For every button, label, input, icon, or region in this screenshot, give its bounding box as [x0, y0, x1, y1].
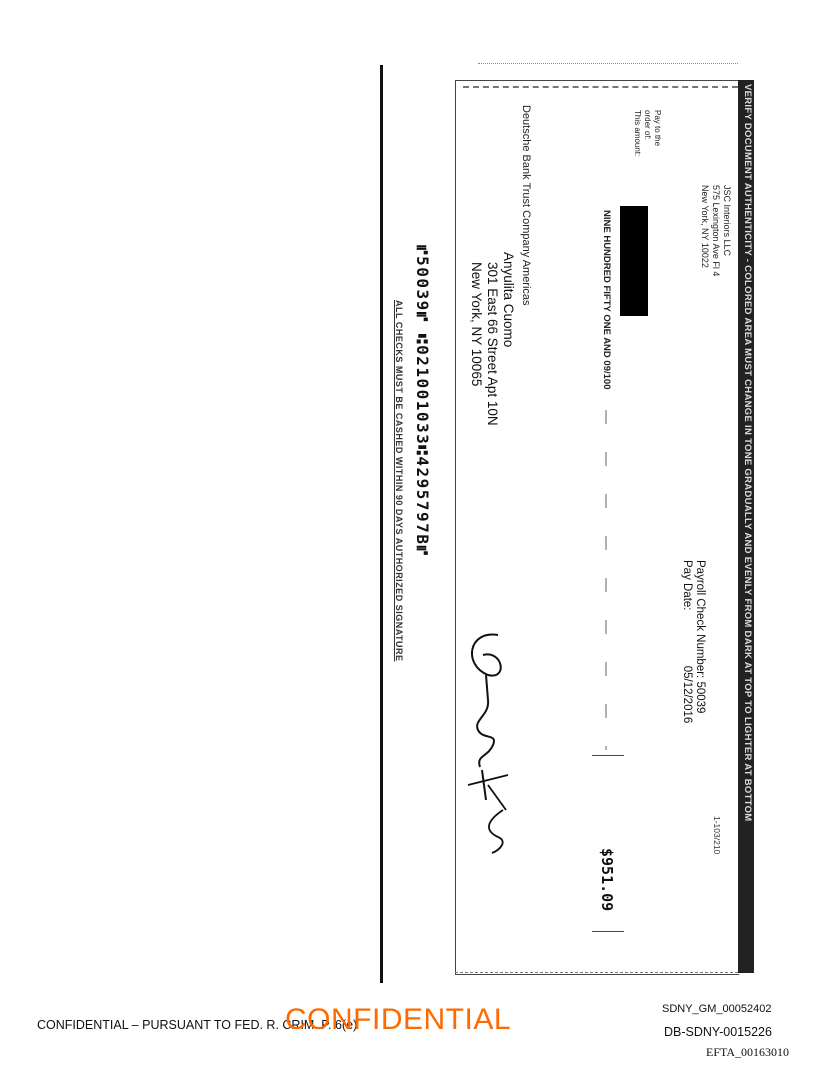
endorsement-line: ALL CHECKS MUST BE CASHED WITHIN 90 DAYS AUTHORIZED SIGNATURE [394, 300, 404, 662]
check-number-label: Payroll Check Number: [694, 560, 706, 679]
company-address-1: 575 Lexington Ave Fl 4 [711, 185, 721, 277]
top-dotted-rule [478, 63, 738, 64]
check-perforation-bottom [455, 972, 738, 973]
signature [458, 625, 518, 855]
this-amount-label: This amount: [633, 110, 642, 157]
check-amount: $951.09 [598, 848, 616, 912]
check-number: 50039 [694, 681, 706, 714]
pay-to-label-1: Pay to the [653, 110, 662, 147]
confidential-notice: CONFIDENTIAL – PURSUANT TO FED. R. CRIM. P. 6(e) [37, 1018, 358, 1032]
check-number-row [693, 560, 706, 723]
amount-words-dashes [596, 410, 616, 750]
bates-efta: EFTA_00163010 [706, 1045, 790, 1059]
redaction-box [620, 206, 648, 316]
check-perforation-top [463, 86, 738, 88]
pay-date-label: Pay Date: [681, 560, 693, 611]
micr-line: ⑈50039⑈ ⑆021001033⑆4295797B⑈ [413, 245, 432, 557]
company-name: JSC Interiors LLC [722, 185, 732, 257]
security-band-text: VERIFY DOCUMENT AUTHENTICITY - COLORED AREA MUST CHANGE IN TONE GRADUALLY AND EVENLY FROM DARK AT TOP TO LIGHTER AT BOTTOM [742, 84, 753, 822]
pay-date: 05/12/2016 [681, 665, 693, 724]
payee-address-2: New York, NY 10065 [469, 262, 484, 387]
amount-in-words: NINE HUNDRED FIFTY ONE AND 09/100 [601, 210, 612, 390]
payee-address-1: 301 East 66 Street Apt 10N [485, 262, 500, 426]
payee-name: Anyulita Cuomo [501, 252, 516, 348]
pay-date-row [680, 560, 693, 723]
bates-db-sdny: DB-SDNY-0015226 [664, 1025, 772, 1039]
company-block [699, 185, 732, 276]
routing-fraction: 1-103/210 [712, 816, 722, 855]
bates-sdny-gm: SDNY_GM_00052402 [662, 1003, 772, 1015]
left-border-rule [380, 65, 383, 983]
pay-to-labels [632, 110, 662, 156]
payee-address [468, 252, 516, 426]
bank-name: Deutsche Bank Trust Company Americas [520, 105, 532, 306]
check-info-block [680, 560, 706, 723]
pay-to-label-2: order of: [643, 110, 652, 140]
confidential-watermark: CONFIDENTIAL [285, 1003, 512, 1036]
company-address-2: New York, NY 10022 [700, 185, 710, 268]
